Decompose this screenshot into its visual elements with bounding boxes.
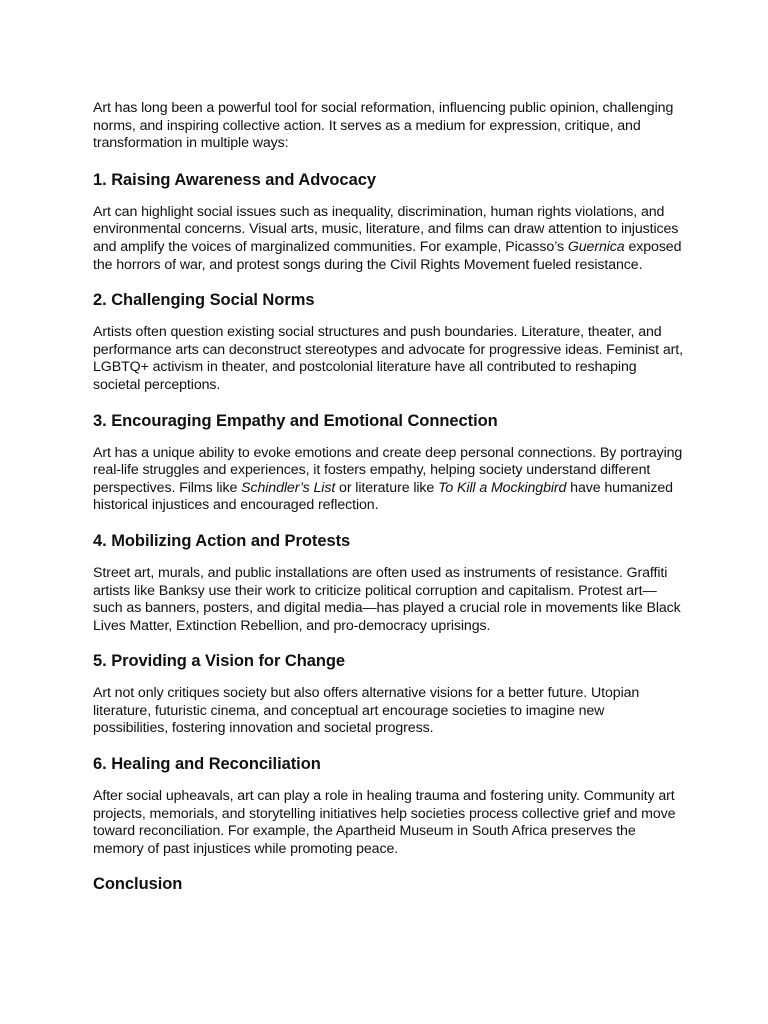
artwork-title: Guernica [567, 238, 625, 255]
section-mobilizing-action [93, 531, 683, 635]
section-heading: 4. Mobilizing Action and Protests [93, 531, 351, 550]
paragraph-text: Art can highlight social issues such as inequality, discrimination, human rights violations, and environmental concerns. Visual arts, music, literature, and films can draw attention to injustices and amplify the voices of marginalized communities. For example, Picasso’s [93, 203, 679, 255]
section-heading: 6. Healing and Reconciliation [93, 755, 321, 774]
conclusion-heading: Conclusion [93, 875, 183, 894]
section-paragraph: After social upheavals, art can play a role in healing trauma and fostering unity. Community art projects, memorials, and storytelling initiatives help societies process collective grief and move toward reconciliation. For example, the Apartheid Museum in South Africa preserves the memory of past injustices while promoting peace. [93, 788, 676, 857]
section-heading: 3. Encouraging Empathy and Emotional Connection [93, 411, 498, 430]
section-heading: 2. Challenging Social Norms [93, 291, 315, 310]
section-raising-awareness [93, 170, 683, 274]
paragraph-text: or literature like [335, 479, 439, 496]
document-page [93, 100, 683, 908]
section-healing [93, 754, 683, 858]
section-paragraph: Art not only critiques society but also offers alternative visions for a better future. Utopian literature, futuristic cinema, and conceptual art encourage societies to imagine new possibilities, fostering innovation and societal progress. [93, 685, 640, 737]
intro-paragraph: Art has long been a powerful tool for social reformation, influencing public opinion, challenging norms, and inspiring collective action. It serves as a medium for expression, critique, and transformation in multiple ways: [93, 100, 674, 152]
film-title: Schindler’s List [241, 479, 336, 496]
section-vision-for-change [93, 651, 683, 738]
paragraph-text: exposed the horrors of war, and protest songs during the Civil Rights Movement fueled resistance. [93, 238, 682, 273]
section-paragraph [93, 445, 683, 515]
section-heading: 1. Raising Awareness and Advocacy [93, 170, 376, 189]
section-challenging-norms [93, 290, 683, 394]
section-paragraph: Artists often question existing social structures and push boundaries. Literature, theater, and performance arts can deconstruct stereotypes and advocate for progressive ideas. Feminist art, LGBTQ+ activism in theater, and postcolonial literature have all contributed to reshaping societal perceptions. [93, 324, 683, 393]
section-paragraph [93, 204, 683, 274]
book-title: To Kill a Mockingbird [438, 479, 567, 496]
paragraph-text: Art has a unique ability to evoke emotions and create deep personal connections. By portraying real-life struggles and experiences, it fosters empathy, helping society understand different perspectives. Films like [93, 444, 683, 496]
section-empathy [93, 411, 683, 515]
paragraph-text: have humanized historical injustices and encouraged reflection. [93, 479, 673, 514]
section-heading: 5. Providing a Vision for Change [93, 652, 346, 671]
section-paragraph: Street art, murals, and public installations are often used as instruments of resistance. Graffiti artists like Banksy use their work to criticize political corruption and capitalism. Protest art—such as banners, posters, and digital media—has played a crucial role in movements like Black Lives Matter, Extinction Rebellion, and pro-democracy uprisings. [93, 564, 681, 634]
